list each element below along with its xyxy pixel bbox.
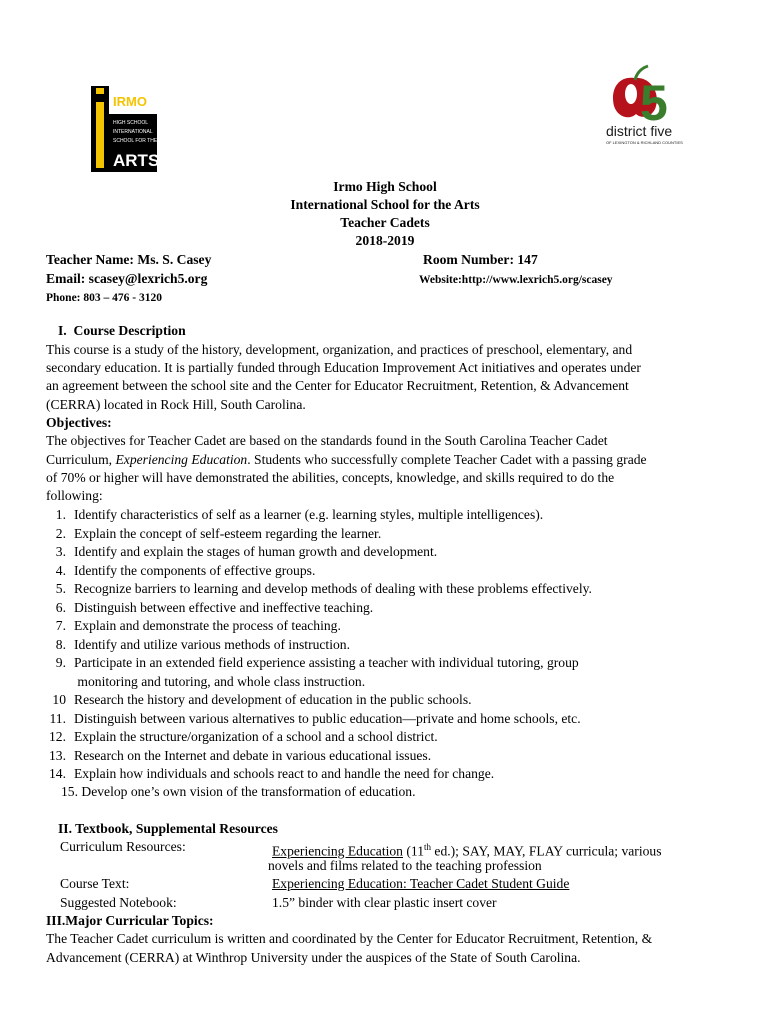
objectives-intro-text: Curriculum, (46, 452, 116, 467)
objective-item (40, 580, 592, 598)
description-line: an agreement between the school site and the Center for Educator Recruitment, Retention, & Advancement (46, 378, 629, 393)
objective-item (40, 636, 350, 654)
district-five-digit: 5 (640, 75, 668, 131)
objectives-intro-line: of 70% or higher will have demonstrated the abilities, concepts, knowledge, and skills required to do the (46, 470, 615, 485)
objective-number: 9. (55, 655, 66, 670)
course-text-value: Experiencing Education: Teacher Cadet Student Guide (272, 876, 570, 891)
objectives-intro-text: . Students who successfully complete Teacher Cadet with a passing grade (247, 452, 647, 467)
objective-number: 12. (49, 729, 66, 744)
objective-item (40, 673, 365, 691)
objective-item (40, 543, 437, 561)
irmo-logo-line: INTERNATIONAL (113, 129, 153, 135)
objective-number: 2. (55, 525, 66, 541)
section-1-title: Course Description (73, 323, 186, 338)
objective-number: 13. (49, 747, 66, 763)
objective-text: monitoring and tutoring, and whole class instruction. (74, 673, 366, 689)
objective-text: Identify the components of effective groups. (74, 562, 316, 578)
curriculum-book-title: Experiencing Education (272, 843, 403, 859)
objective-item-15: 15. Develop one’s own vision of the transformation of education. (61, 784, 416, 799)
objective-number: 11. (49, 710, 66, 726)
curriculum-resources-line2: novels and films related to the teaching profession (268, 858, 542, 873)
teacher-email[interactable]: Email: scasey@lexrich5.org (46, 271, 208, 286)
section-1-number: I. (58, 323, 67, 338)
edition-suffix: th (424, 842, 432, 852)
irmo-logo-arts: ARTS (113, 151, 160, 170)
irmo-logo-line: SCHOOL FOR THE (113, 138, 158, 144)
objective-text: Distinguish between various alternatives to public education—private and home schools, etc. (74, 710, 581, 726)
district-five-logo (604, 62, 690, 148)
school-subtitle: International School for the Arts (290, 197, 480, 212)
objective-item (40, 562, 315, 580)
description-line: secondary education. It is partially funded through Education Improvement Act initiatives and operates under (46, 360, 641, 375)
district-five-tagline: OF LEXINGTON & RICHLAND COUNTIES (606, 140, 683, 145)
irmo-logo-word: IRMO (113, 94, 147, 109)
notebook-label: Suggested Notebook: (60, 895, 177, 910)
curriculum-title: Experiencing Education (115, 452, 248, 467)
objectives-intro-line (46, 451, 647, 469)
objective-number: 10 (52, 692, 66, 707)
room-number: Room Number: 147 (423, 252, 538, 267)
objective-item (40, 691, 472, 709)
objectives-intro-line: The objectives for Teacher Cadet are based on the standards found in the South Carolina Teacher Cadet (46, 433, 608, 448)
description-line: (CERRA) located in Rock Hill, South Carolina. (46, 397, 306, 412)
objective-number: 6. (55, 599, 66, 615)
objective-text: Participate in an extended field experience assisting a teacher with individual tutoring, group (74, 655, 579, 670)
school-year: 2018-2019 (355, 233, 415, 248)
school-name: Irmo High School (333, 179, 437, 194)
section-2-heading: II. Textbook, Supplemental Resources (58, 821, 278, 836)
objective-number: 8. (55, 636, 66, 652)
objective-text: Recognize barriers to learning and develop methods of dealing with these problems effectively. (74, 581, 592, 596)
objective-item (40, 765, 494, 783)
course-title: Teacher Cadets (340, 215, 430, 230)
objective-text: Explain the structure/organization of a school and a school district. (74, 729, 438, 744)
objective-text: Research the history and development of education in the public schools. (74, 692, 472, 707)
objective-text: Identify characteristics of self as a learner (e.g. learning styles, multiple intelligences). (74, 507, 544, 522)
objective-text: Identify and explain the stages of human growth and development. (74, 544, 438, 559)
curriculum-resources-label: Curriculum Resources: (60, 839, 186, 854)
irmo-logo-line: HIGH SCHOOL (113, 120, 149, 126)
objective-number: 7. (55, 618, 66, 633)
objective-text: Explain and demonstrate the process of teaching. (74, 618, 341, 633)
objective-item (40, 599, 373, 617)
objective-text: Distinguish between effective and ineffective teaching. (74, 599, 374, 615)
objective-item (40, 617, 341, 635)
course-text-label: Course Text: (60, 876, 130, 891)
objectives-intro-line: following: (46, 488, 103, 503)
objectives-heading: Objectives: (46, 415, 112, 430)
objective-item (40, 728, 438, 746)
section-3-line: Advancement (CERRA) at Winthrop University under the auspices of the State of South Carolina. (46, 950, 581, 965)
curriculum-edition: (11 (402, 843, 424, 859)
objective-number: 1. (55, 507, 66, 522)
notebook-value: 1.5” binder with clear plastic insert cover (272, 895, 497, 910)
teacher-name: Teacher Name: Ms. S. Casey (46, 252, 212, 267)
curriculum-rest: ed.); SAY, MAY, FLAY curricula; various (431, 843, 662, 859)
objective-text: Research on the Internet and debate in various educational issues. (74, 747, 432, 763)
objective-number: 14. (49, 766, 66, 781)
objective-number: 5. (55, 581, 66, 596)
objective-text: Explain the concept of self-esteem regarding the learner. (74, 525, 382, 541)
objective-text: Explain how individuals and schools react to and handle the need for change. (74, 766, 495, 781)
objective-number: 3. (55, 544, 66, 559)
district-five-name: district five (606, 123, 673, 139)
description-line: This course is a study of the history, development, organization, and practices of preschool, elementary, and (46, 342, 633, 357)
objective-item (40, 506, 543, 524)
section-3-heading: III.Major Curricular Topics: (46, 913, 214, 928)
objective-text: Identify and utilize various methods of instruction. (74, 636, 350, 652)
website-link[interactable]: Website:http://www.lexrich5.org/scasey (419, 274, 613, 286)
objective-item (40, 654, 579, 672)
irmo-arts-logo (91, 80, 161, 172)
objective-item (40, 525, 381, 543)
objective-item (40, 747, 431, 765)
objective-number: 4. (55, 562, 66, 578)
section-3-line: The Teacher Cadet curriculum is written and coordinated by the Center for Educator Recruitment, Retention, & (46, 931, 653, 946)
objective-item (40, 710, 581, 728)
section-1-heading (58, 322, 186, 340)
teacher-phone: Phone: 803 – 476 - 3120 (46, 292, 162, 304)
